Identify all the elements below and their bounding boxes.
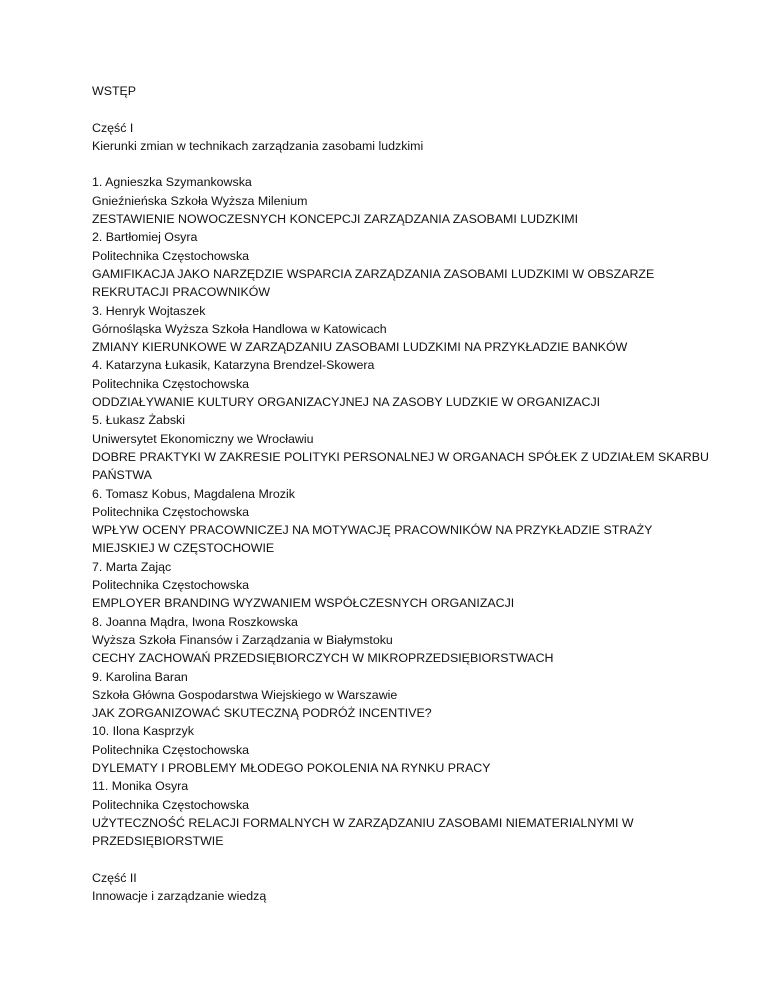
spacer: [92, 850, 692, 868]
document-body: [92, 82, 709, 905]
entry-title: PRZEDSIĘBIORSTWIE: [92, 834, 224, 849]
entry-title: JAK ZORGANIZOWAĆ SKUTECZNĄ PODRÓŻ INCENTIVE?: [92, 706, 432, 721]
entry-title: UŻYTECZNOŚĆ RELACJI FORMALNYCH W ZARZĄDZANIU ZASOBAMI NIEMATERIALNYMI W: [92, 815, 634, 830]
entry-author: 11. Monika Osyra: [92, 779, 189, 794]
entry-affiliation: Politechnika Częstochowska: [92, 504, 250, 519]
part2-title: Innowacje i zarządzanie wiedzą: [92, 889, 267, 904]
intro-heading: WSTĘP: [92, 84, 137, 98]
list-item: [92, 668, 692, 723]
list-item: [92, 777, 692, 850]
entry-title: EMPLOYER BRANDING WYZWANIEM WSPÓŁCZESNYCH ORGANIZACJI: [92, 596, 515, 611]
entry-title: ODDZIAŁYWANIE KULTURY ORGANIZACYJNEJ NA ZASOBY LUDZKIE W ORGANIZACJI: [92, 395, 601, 410]
entry-author: 2. Bartłomiej Osyra: [92, 230, 198, 245]
list-item: [92, 722, 692, 777]
entry-affiliation: Gnieźnieńska Szkoła Wyższa Milenium: [92, 193, 308, 208]
entry-author: 1. Agnieszka Szymankowska: [92, 175, 252, 190]
entry-title: ZMIANY KIERUNKOWE W ZARZĄDZANIU ZASOBAMI LUDZKIMI NA PRZYKŁADZIE BANKÓW: [92, 340, 628, 355]
entry-title: WPŁYW OCENY PRACOWNICZEJ NA MOTYWACJĘ PRACOWNIKÓW NA PRZYKŁADZIE STRAŻY: [92, 523, 653, 538]
entry-title: DOBRE PRAKTYKI W ZAKRESIE POLITYKI PERSONALNEJ W ORGANACH SPÓŁEK Z UDZIAŁEM SKARBU: [92, 449, 709, 464]
entry-author: 10. Ilona Kasprzyk: [92, 724, 194, 739]
entry-affiliation: Uniwersytet Ekonomiczny we Wrocławiu: [92, 431, 314, 446]
entry-author: 9. Karolina Baran: [92, 669, 188, 684]
entry-author: 4. Katarzyna Łukasik, Katarzyna Brendzel-Skowera: [92, 358, 375, 373]
list-item: [92, 173, 692, 228]
spacer: [92, 100, 692, 118]
entry-title: MIEJSKIEJ W CZĘSTOCHOWIE: [92, 541, 275, 556]
entry-affiliation: Górnośląska Wyższa Szkoła Handlowa w Katowicach: [92, 321, 387, 336]
entries-list: [92, 173, 709, 850]
list-item: [92, 302, 692, 357]
list-item: [92, 485, 692, 558]
part1-title: Kierunki zmian w technikach zarządzania zasobami ludzkimi: [92, 138, 424, 153]
entry-affiliation: Politechnika Częstochowska: [92, 797, 250, 812]
entry-author: 3. Henryk Wojtaszek: [92, 303, 206, 318]
list-item: [92, 558, 692, 613]
entry-title: CECHY ZACHOWAŃ PRZEDSIĘBIORCZYCH W MIKROPRZEDSIĘBIORSTWACH: [92, 651, 554, 666]
list-item: [92, 411, 709, 484]
list-item: [92, 613, 692, 668]
entry-affiliation: Politechnika Częstochowska: [92, 578, 250, 593]
entry-author: 5. Łukasz Żabski: [92, 413, 185, 428]
part1-label: Część I: [92, 120, 134, 135]
entry-title: ZESTAWIENIE NOWOCZESNYCH KONCEPCJI ZARZĄDZANIA ZASOBAMI LUDZKIMI: [92, 212, 579, 227]
entry-author: 6. Tomasz Kobus, Magdalena Mrozik: [92, 486, 295, 501]
part2-label: Część II: [92, 870, 137, 885]
spacer: [92, 155, 692, 173]
list-item: [92, 228, 692, 301]
entry-title: PAŃSTWA: [92, 468, 152, 483]
entry-title: DYLEMATY I PROBLEMY MŁODEGO POKOLENIA NA RYNKU PRACY: [92, 760, 491, 775]
entry-affiliation: Politechnika Częstochowska: [92, 742, 250, 757]
entry-affiliation: Politechnika Częstochowska: [92, 376, 250, 391]
entry-affiliation: Politechnika Częstochowska: [92, 248, 250, 263]
entry-title: GAMIFIKACJA JAKO NARZĘDZIE WSPARCIA ZARZĄDZANIA ZASOBAMI LUDZKIMI W OBSZARZE: [92, 266, 655, 281]
entry-title: REKRUTACJI PRACOWNIKÓW: [92, 285, 271, 300]
list-item: [92, 356, 692, 411]
entry-author: 8. Joanna Mądra, Iwona Roszkowska: [92, 614, 298, 629]
entry-affiliation: Wyższa Szkoła Finansów i Zarządzania w Białymstoku: [92, 632, 393, 647]
entry-affiliation: Szkoła Główna Gospodarstwa Wiejskiego w Warszawie: [92, 687, 398, 702]
entry-author: 7. Marta Zając: [92, 559, 172, 574]
